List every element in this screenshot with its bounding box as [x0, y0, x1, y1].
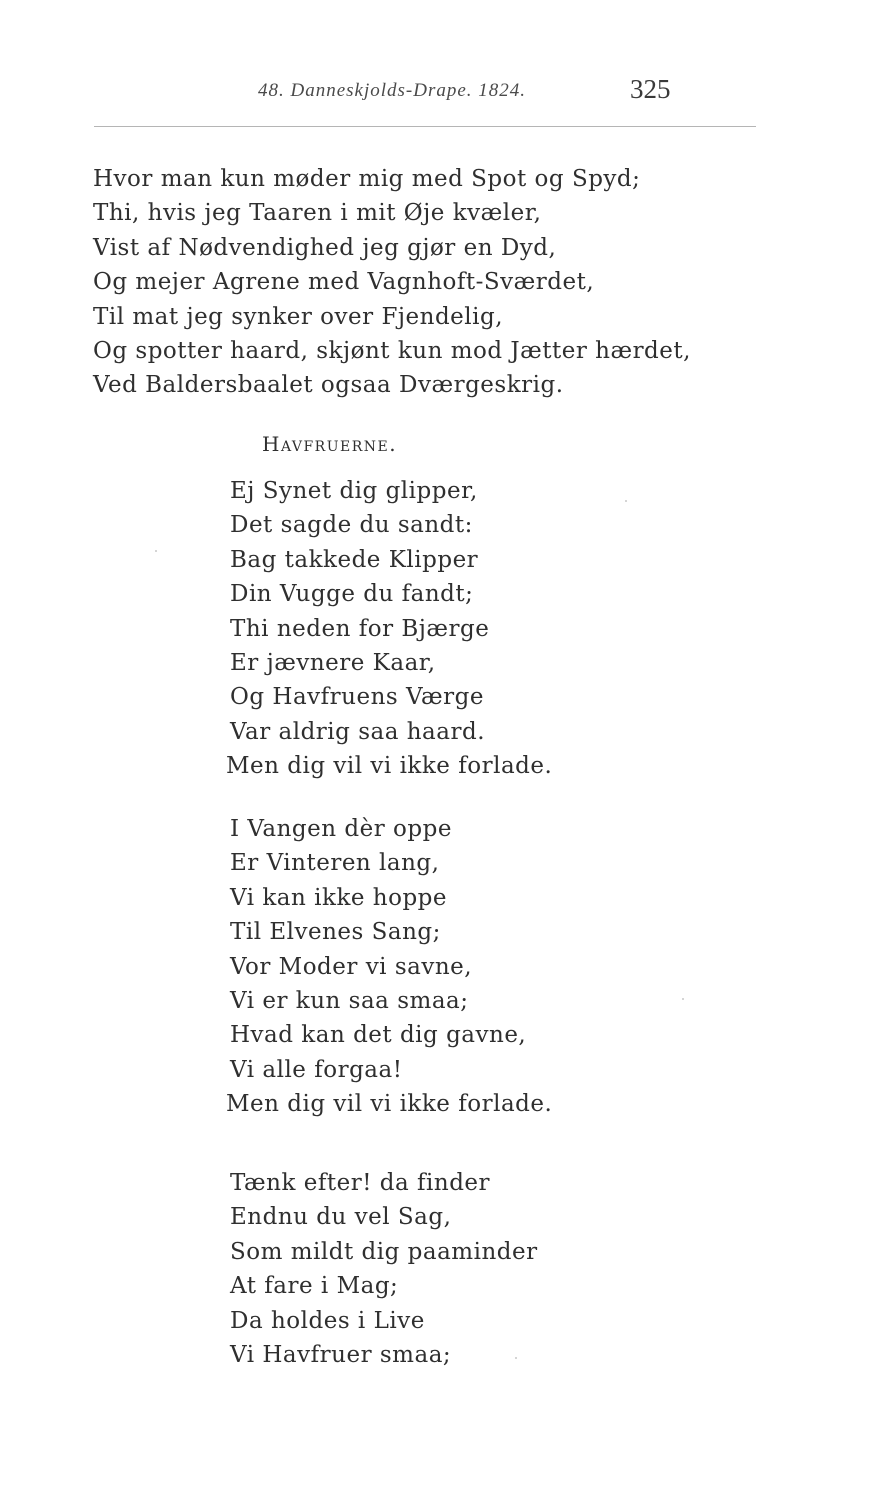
- verse-line: Da holdes i Live: [230, 1307, 425, 1334]
- verse-line: Vi kan ikke hoppe: [230, 884, 448, 911]
- paper-speck: [682, 998, 684, 1000]
- verse-line: Og mejer Agrene med Vagnhoft-Sværdet,: [93, 269, 595, 296]
- stanza-1: [226, 474, 553, 784]
- verse-line: Det sagde du sandt:: [230, 512, 473, 539]
- verse-line: I Vangen dèr oppe: [230, 816, 452, 842]
- verse-line: Hvor man kun møder mig med Spot og Spyd;: [93, 166, 641, 192]
- verse-line: Vi alle forgaa!: [230, 1056, 403, 1083]
- verse-line: Thi neden for Bjærge: [230, 615, 490, 642]
- header-rule: [94, 126, 756, 127]
- verse-line: Til Elvenes Sang;: [230, 919, 441, 946]
- stanza-2: [226, 812, 553, 1122]
- verse-line: Endnu du vel Sag,: [230, 1204, 452, 1231]
- verse-line: Vi Havfruer smaa;: [230, 1342, 452, 1369]
- verse-line: Er Vinteren lang,: [230, 850, 440, 877]
- refrain-line: Men dig vil vi ikke forlade.: [226, 753, 553, 780]
- verse-line: Og Havfruens Værge: [230, 684, 484, 711]
- verse-line: At fare i Mag;: [230, 1273, 399, 1300]
- verse-line: Vor Moder vi savne,: [230, 953, 473, 980]
- refrain-line: Men dig vil vi ikke forlade.: [226, 1091, 553, 1118]
- verse-line: Til mat jeg synker over Fjendelig,: [93, 303, 504, 330]
- page-header: [0, 74, 890, 110]
- verse-line: Tænk efter! da finder: [230, 1170, 491, 1196]
- verse-line: Thi, hvis jeg Taaren i mit Øje kvæler,: [93, 200, 542, 227]
- verse-line: Bag takkede Klipper: [230, 546, 479, 573]
- verse-line: Din Vugge du fandt;: [230, 581, 474, 608]
- verse-line: Som mildt dig paaminder: [230, 1238, 538, 1265]
- intro-stanza: [93, 162, 691, 403]
- paper-speck: [515, 1357, 517, 1359]
- verse-line: Ved Baldersbaalet ogsaa Dværgeskrig.: [93, 372, 564, 399]
- running-head: 48. Danneskjolds-Drape. 1824.: [258, 80, 527, 101]
- verse-line: Hvad kan det dig gavne,: [230, 1022, 527, 1049]
- paper-speck: [625, 500, 627, 502]
- verse-line: Og spotter haard, skjønt kun mod Jætter hærdet,: [93, 338, 691, 365]
- section-heading: Havfruerne.: [262, 432, 398, 456]
- verse-line: Vi er kun saa smaa;: [230, 988, 469, 1015]
- verse-line: Ej Synet dig glipper,: [230, 478, 478, 504]
- verse-line: Var aldrig saa haard.: [230, 718, 485, 745]
- stanza-3: [230, 1166, 538, 1372]
- verse-line: Vist af Nødvendighed jeg gjør en Dyd,: [93, 234, 557, 261]
- paper-speck: [155, 550, 157, 552]
- page-number: 325: [630, 74, 671, 104]
- verse-line: Er jævnere Kaar,: [230, 650, 436, 677]
